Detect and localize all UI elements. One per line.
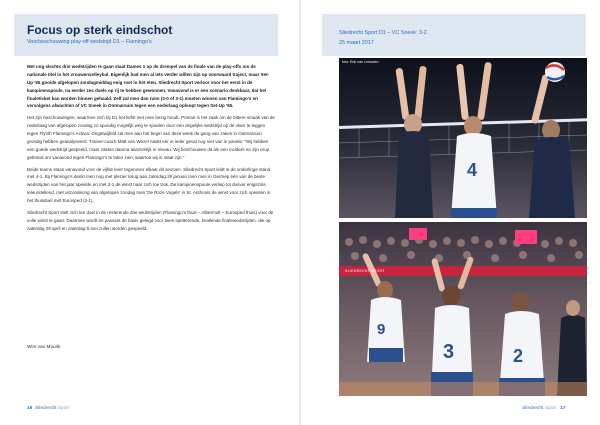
jersey-number: 3 — [443, 341, 455, 363]
volleyball — [545, 62, 565, 82]
article-subhead: Voorbeschouwing play-off wedstrijd D1 – Flamingo's — [27, 39, 152, 45]
jersey-number: 2 — [513, 346, 524, 366]
match-date: 25 maart 2017 — [339, 40, 374, 46]
court-floor — [339, 382, 587, 396]
article-paragraph: Beide teams staan vanavond voor de vijfde keer tegenover elkaar dit seizoen. Sliedrecht Sport leidt in de onderlinge stand met 4-1. Bij Flamingo's denkt men nog met plezier terug aan zaterdag 28 januari toen men in Germep één van de beste wedstrijden van het jaar speelde en met 3-1 de winst naar zich toe trok. De kampioenspoule verliep tot dusver enigszins teleurstellend, met uitzondering van afgelopen zondag toen 'De Roze Vogels' in St. Anthonis de winst voor zich opeisten in het thuisduel met Eurosped (3-1). — [27, 166, 271, 203]
article-intro-paragraph: Met nog slechts drie wedstrijden te gaan staat Dames 1 op de drempel van de finale van de play-offs om de nationale titel in het vrouwenvolleybal. Eigenlijk had men al iets verder willen zijn op voorwaard traject, maar Set-Up '65 gooide afgelopen zondagmiddag enig roet in het eten. Sliedrecht Sport verloor voor het eerst in de kampioenspoule, na eerder zes duels op rij te hebben gewonnen. Vanavond is er een scenario denkbaar, dat het finaleticket kan worden binnen gehaald. Zelf zal men dan ruim (3-0 of 3-1) moeten winnen van Flamingo's en vervolgens afwachten of VC Sneek in Ootmarsum tegen een nederlaag oploopt tegen Set-Up '65. — [27, 64, 270, 109]
article-paragraph: Het zijn beschouwingen, waarmen zich bij D1 het liefst niet mee bezig houdt. Primair is het zaak om de bittere smaak van de nederlaag van afgelopen zondag zo spoedig mogelijk weg te spoelen door een degelijke wedstrijd op de vloer te leggen tegen Flynth Flamingo's Activia. Ongetwijfeld zal men aan het begin van deze week de gang van zaken in Ootmarsum grondig hebben geanalyseerd. Trainer-coach Matt van Wezel naakt eer in ieder geval nog niet van in paniek: "Wij hebben een goede wedstrijd gespeeld, maar zakten daarna aanzienlijk in niveau. Wij beschouwen dit als een incident en zijn erop gebrand om vanavond tegen Flamingo's te laten zien, waartoe wij in staat zijn." — [27, 115, 275, 160]
banner-text: SLIEDRECHT SPORT — [345, 269, 385, 273]
volleyball-block-photo — [339, 58, 587, 218]
block-photo-illustration — [339, 58, 587, 218]
article-paragraph: Sliedrecht Sport stelt zich ten doel in de resterende drie wedstrijden (Flamingo's thuis – Albermolt – Eurosped thuis) voor de volle winst te gaan. Daarmee wordt en passant de basis gelegd voor twee spetterende, knallende finalewedstrijden, die op zaterdag 29 april en zaterdag 6 mei zullen worden gespeeld. — [27, 209, 274, 231]
magazine-name-part1: Sliedrecht — [522, 406, 544, 411]
staff-member-head — [566, 300, 580, 316]
left-page-footer — [27, 406, 69, 411]
jersey-number: 9 — [377, 321, 386, 338]
magazine-name-part2: Sport — [544, 406, 557, 411]
article-author: Wim van Mourik — [27, 344, 61, 349]
article-headline: Focus op sterk eindschot — [27, 23, 173, 37]
magazine-name-part1: Sliedrecht — [35, 406, 57, 411]
celebration-photo-illustration — [339, 222, 587, 396]
article-body — [27, 63, 275, 237]
team-celebration-photo — [339, 222, 587, 396]
right-page-footer — [522, 406, 566, 411]
page-number: 16 — [27, 406, 33, 411]
magazine-name-part2: Sport — [57, 406, 70, 411]
page-number: 17 — [560, 406, 566, 411]
match-result-title: Sliedrecht Sport D1 – VC Sneek: 3-2 — [339, 30, 427, 36]
photo-caption: foto: Erik van Leeuwen — [342, 60, 379, 64]
jersey-number: 4 — [467, 160, 478, 180]
